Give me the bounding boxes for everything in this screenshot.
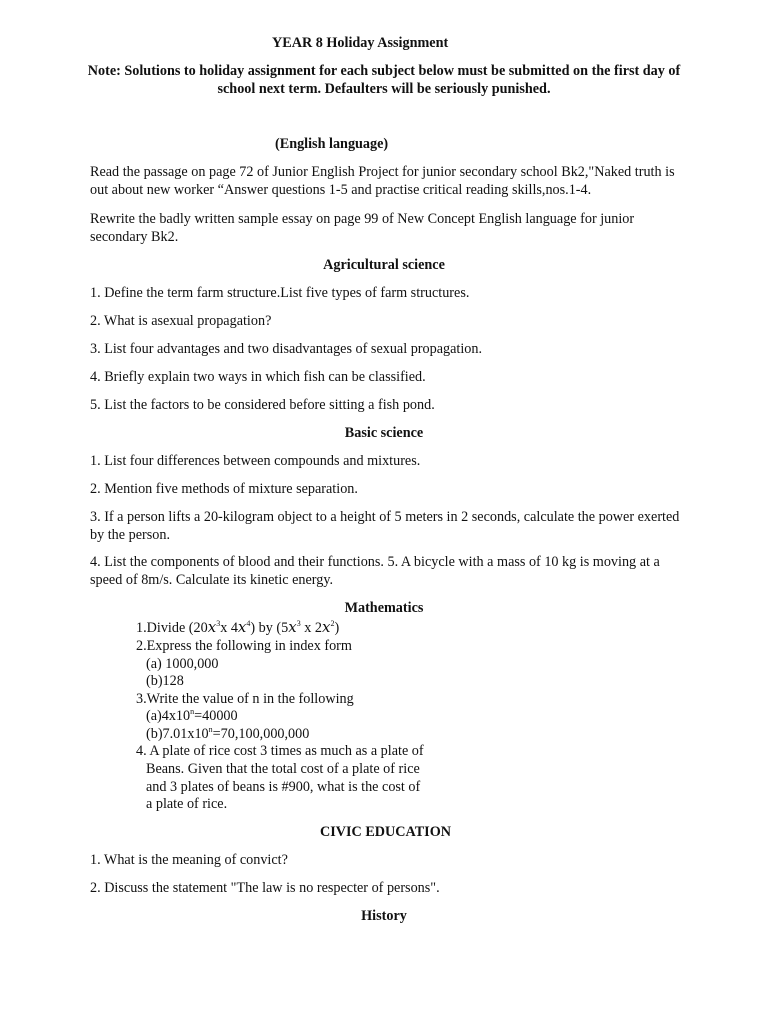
basic-question-4-line-1: 4. List the components of blood and their functions. 5. A bicycle with a mass of 10 kg is moving at a bbox=[90, 554, 660, 570]
math-question-3: 3.Write the value of n in the following bbox=[136, 691, 354, 707]
math-question-2: 2.Express the following in index form bbox=[136, 638, 352, 654]
agric-heading: Agricultural science bbox=[323, 257, 445, 273]
english-paragraph-1-line-1: Read the passage on page 72 of Junior English Project for junior secondary school Bk2,"Naked truth is bbox=[90, 164, 675, 180]
variable-x: x bbox=[207, 618, 217, 636]
english-paragraph-2-line-2: secondary Bk2. bbox=[90, 229, 179, 245]
basic-question-4-line-2: speed of 8m/s. Calculate its kinetic energy. bbox=[90, 572, 334, 588]
basic-question-2: 2. Mention five methods of mixture separation. bbox=[90, 481, 358, 497]
math-question-3b: $(b)7.01x10^n=70,100,000,000$ bbox=[146, 725, 310, 742]
civic-question-1: 1. What is the meaning of convict? bbox=[90, 852, 288, 868]
history-heading: History bbox=[361, 908, 407, 924]
math-question-2a: (a) 1000,000 bbox=[146, 656, 219, 672]
agric-question-2: 2. What is asexual propagation? bbox=[90, 313, 272, 329]
basic-question-1: 1. List four differences between compounds and mixtures. bbox=[90, 453, 421, 469]
civic-question-2: 2. Discuss the statement "The law is no respecter of persons". bbox=[90, 880, 440, 896]
note-line-1: Note: Solutions to holiday assignment for each subject below must be submitted on the first day of bbox=[87, 63, 681, 79]
variable-x: x bbox=[237, 618, 247, 636]
agric-question-4: 4. Briefly explain two ways in which fish can be classified. bbox=[90, 369, 426, 385]
math-question-4-line-2: Beans. Given that the total cost of a plate of rice bbox=[146, 761, 420, 777]
math-question-4-line-1: 4. A plate of rice cost 3 times as much as a plate of bbox=[136, 743, 424, 759]
agric-question-5: 5. List the factors to be considered before sitting a fish pond. bbox=[90, 397, 435, 413]
agric-question-3: 3. List four advantages and two disadvantages of sexual propagation. bbox=[90, 341, 483, 357]
basic-science-heading: Basic science bbox=[344, 425, 424, 441]
variable-x: x bbox=[321, 618, 331, 636]
math-question-4-line-4: a plate of rice. bbox=[146, 796, 228, 812]
math-question-1: 1.Divide ($20x^3x$ $4x^4$) by ($5x^3$ x $2x^2$) bbox=[136, 618, 340, 636]
math-question-2b: (b)128 bbox=[146, 673, 184, 689]
note-line-2: school next term. Defaulters will be seriously punished. bbox=[217, 81, 551, 97]
basic-question-3-line-1: 3. If a person lifts a 20-kilogram object to a height of 5 meters in 2 seconds, calculate the power exerted bbox=[90, 509, 680, 525]
variable-x: x bbox=[288, 618, 297, 636]
basic-question-3-line-2: by the person. bbox=[90, 527, 170, 543]
english-paragraph-2-line-1: Rewrite the badly written sample essay on page 99 of New Concept English language for junior bbox=[90, 211, 635, 227]
mathematics-heading: Mathematics bbox=[344, 600, 424, 616]
math-question-4-line-3: and 3 plates of beans is #900, what is the cost of bbox=[146, 779, 421, 795]
english-heading: (English language) bbox=[275, 136, 389, 152]
document-title: YEAR 8 Holiday Assignment bbox=[272, 35, 449, 51]
math-question-3a: $(a)4x10^n=40000$ bbox=[146, 707, 238, 724]
civic-heading: CIVIC EDUCATION bbox=[320, 824, 451, 840]
english-paragraph-1-line-2: out about new worker “Answer questions 1-5 and practise critical reading skills,nos.1-4. bbox=[90, 182, 592, 198]
agric-question-1: 1. Define the term farm structure.List five types of farm structures. bbox=[90, 285, 470, 301]
